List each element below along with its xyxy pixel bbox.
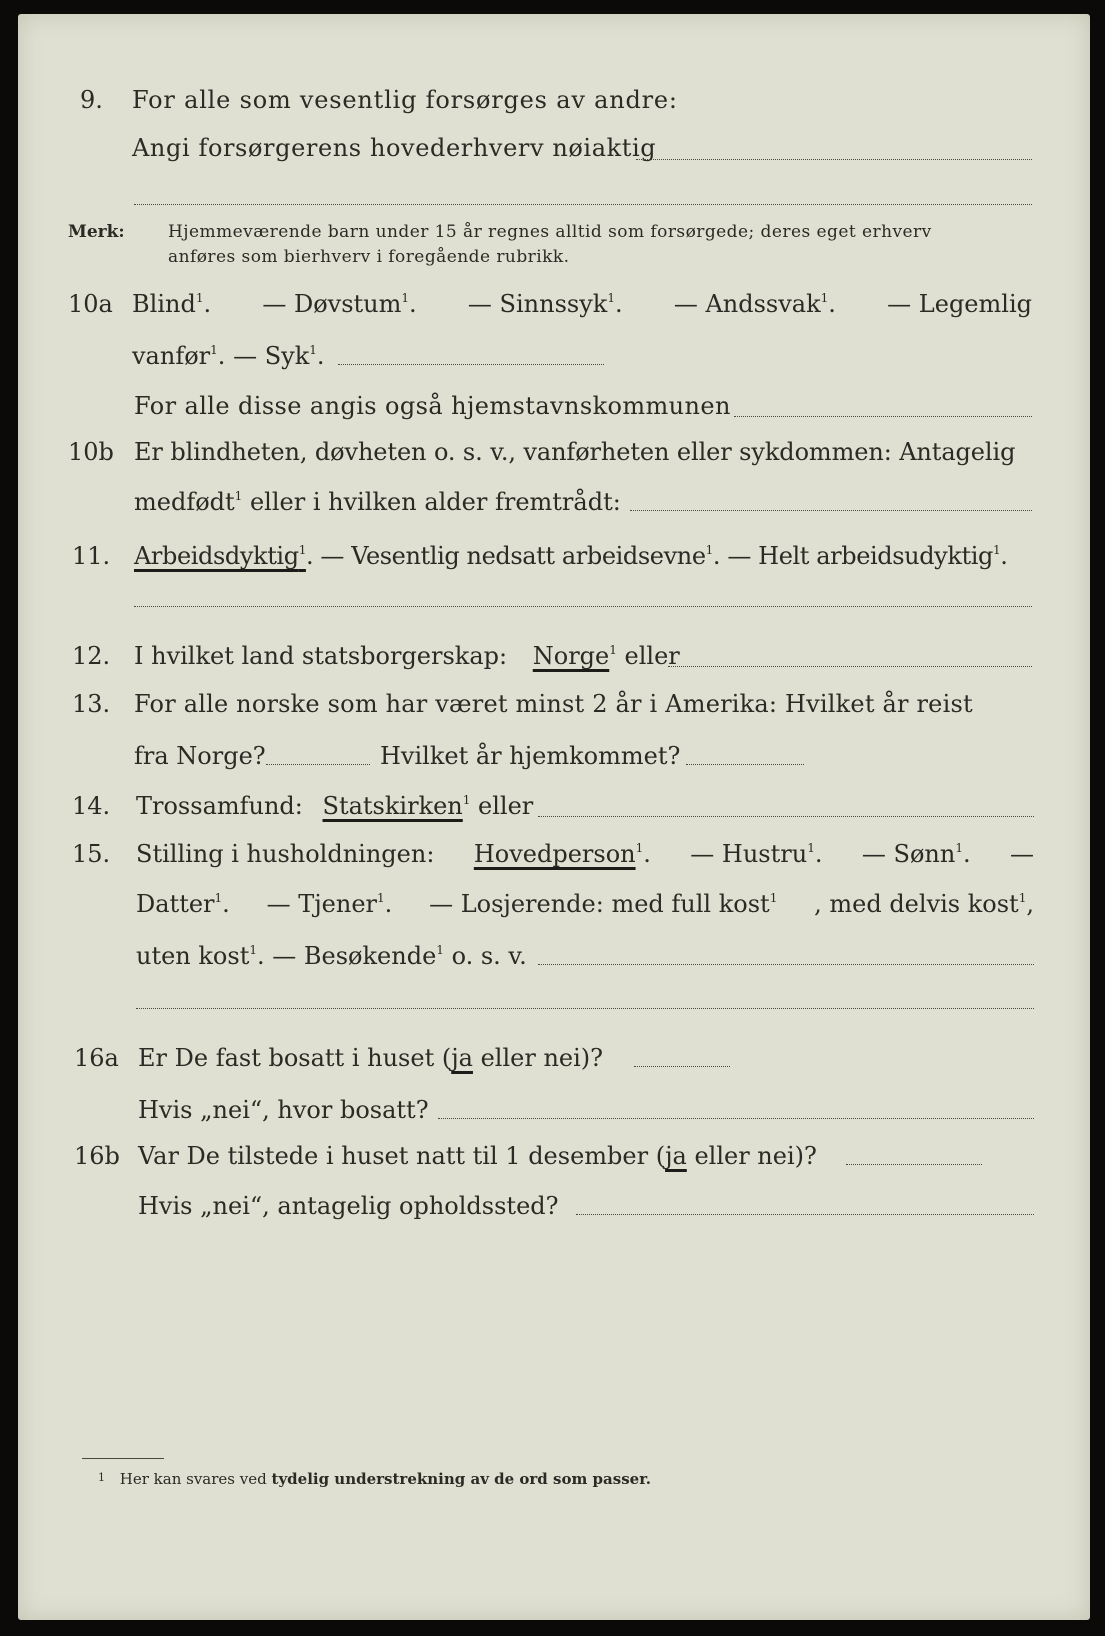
q15-number: 15. xyxy=(72,840,111,868)
q16a-answer-field[interactable] xyxy=(634,1066,730,1067)
merk-label: Merk: xyxy=(68,222,125,242)
q16a-number: 16a xyxy=(74,1044,119,1072)
option-hovedperson[interactable]: Hovedperson$^1$. xyxy=(473,840,651,868)
q10a-line3: For alle disse angis også hjemstavnskommunen xyxy=(134,392,731,420)
option-hustru[interactable]: — Hustru$^1$. xyxy=(690,840,823,868)
q14-eller: eller xyxy=(478,792,534,820)
option-legemlig[interactable]: — Legemlig xyxy=(887,290,1032,318)
q14-line: Trossamfund: Statskirken$^1$ eller xyxy=(136,792,534,820)
census-form-page xyxy=(18,14,1090,1620)
q13-hjemkommet-field[interactable] xyxy=(686,764,804,765)
option-norge[interactable]: Norge xyxy=(532,642,610,670)
q11-line: Arbeidsdyktig$^1$. — Vesentlig nedsatt arbeidsevne$^1$. — Helt arbeidsudyktig$^1$. xyxy=(134,542,1008,570)
footnote-text-a: Her kan svares ved xyxy=(119,1470,267,1488)
q16a-bosatt-field[interactable] xyxy=(438,1118,1034,1119)
option-16b-ja[interactable]: ja xyxy=(665,1142,687,1170)
option-delvis-kost[interactable]: , med delvis kost$^1$, xyxy=(814,890,1034,918)
q10b-line2 xyxy=(134,488,621,516)
q10a-line2 xyxy=(132,342,325,370)
merk-line2: anføres som bierhverv i foregående rubrikk. xyxy=(168,247,570,267)
q10b-alder-field[interactable] xyxy=(630,510,1032,511)
q10a-kommune-field[interactable] xyxy=(734,416,1032,417)
q10a-number: 10a xyxy=(68,290,113,318)
q11-extra-field[interactable] xyxy=(134,606,1032,607)
q13-line2a: fra Norge? xyxy=(134,742,266,770)
option-sonn[interactable]: — Sønn$^1$. xyxy=(861,840,971,868)
q15-line1 xyxy=(136,840,1034,868)
q10a-line1 xyxy=(132,290,1032,318)
option-andssvak[interactable]: — Andssvak$^1$. xyxy=(673,290,836,318)
q15-text: Stilling i husholdningen: xyxy=(136,840,435,868)
option-syk[interactable]: — Syk$^1$. xyxy=(233,342,325,370)
q9-answer-field[interactable] xyxy=(636,159,1032,160)
q12-number: 12. xyxy=(72,642,111,670)
q12-eller: eller xyxy=(624,642,680,670)
merk-line1: Hjemmeværende barn under 15 år regnes alltid som forsørgede; deres eget erhverv xyxy=(168,222,932,242)
q10b-line1: Er blindheten, døvheten o. s. v., vanførheten eller sykdommen: Antagelig xyxy=(134,438,1016,466)
option-tjener[interactable]: — Tjener$^1$. xyxy=(266,890,393,918)
option-statskirken[interactable]: Statskirken xyxy=(322,792,463,820)
footnote-mark: 1 xyxy=(98,1471,105,1484)
option-vanfor[interactable]: vanfør$^1$. xyxy=(132,342,226,370)
option-datter[interactable]: Datter$^1$. xyxy=(136,890,230,918)
q9-line1: For alle som vesentlig forsørges av andre: xyxy=(132,86,678,114)
option-sinnssyk[interactable]: — Sinnssyk$^1$. xyxy=(467,290,623,318)
option-blind[interactable]: Blind$^1$. xyxy=(132,290,212,318)
q15-osv: o. s. v. xyxy=(451,942,527,970)
q12-text: I hvilket land statsborgerskap: xyxy=(134,642,508,670)
option-besokende[interactable]: — Besøkende$^1$ xyxy=(272,942,444,970)
footnote-rule xyxy=(82,1458,164,1459)
q11-number: 11. xyxy=(72,542,111,570)
q13-number: 13. xyxy=(72,690,111,718)
q16b-line2: Hvis „nei“, antagelig opholdssted? xyxy=(138,1192,559,1220)
q16a-line2: Hvis „nei“, hvor bosatt? xyxy=(138,1096,429,1124)
option-arbeidsdyktig[interactable]: Arbeidsdyktig$^1$ xyxy=(134,542,306,570)
option-16a-ja[interactable]: ja xyxy=(451,1044,473,1072)
q16a-line1: Er De fast bosatt i huset (ja eller nei)? xyxy=(138,1044,604,1072)
q14-number: 14. xyxy=(72,792,111,820)
q13-line2b: Hvilket år hjemkommet? xyxy=(380,742,681,770)
q16b-number: 16b xyxy=(74,1142,120,1170)
q9-line2: Angi forsørgerens hovederhverv nøiaktig xyxy=(132,134,657,162)
footnote-text-b: tydelig understrekning av de ord som passer. xyxy=(271,1470,651,1488)
option-full-kost[interactable]: — Losjerende: med full kost$^1$ xyxy=(429,890,778,918)
q9-number: 9. xyxy=(80,86,103,114)
q9-answer-field-2[interactable] xyxy=(134,204,1032,205)
option-uten-kost[interactable]: uten kost$^1$. xyxy=(136,942,265,970)
option-dovstum[interactable]: — Døvstum$^1$. xyxy=(262,290,417,318)
q16b-opholdssted-field[interactable] xyxy=(576,1214,1034,1215)
q12-line: I hvilket land statsborgerskap: Norge$^1$ eller xyxy=(134,642,680,670)
q13-line1: For alle norske som har været minst 2 år i Amerika: Hvilket år reist xyxy=(134,690,973,718)
q16b-line1: Var De tilstede i huset natt til 1 desember (ja eller nei)? xyxy=(138,1142,817,1170)
q10b-number: 10b xyxy=(68,438,114,466)
option-nedsatt[interactable]: — Vesentlig nedsatt arbeidsevne$^1$. xyxy=(320,542,721,570)
q15-extra-field[interactable] xyxy=(136,1008,1034,1009)
q14-text: Trossamfund: xyxy=(136,792,303,820)
footnote xyxy=(98,1470,651,1488)
q15-line2 xyxy=(136,890,1034,918)
option-medfodt[interactable]: medfødt$^1$ xyxy=(134,488,243,516)
q15-dash: — xyxy=(1010,840,1034,868)
q15-answer-field[interactable] xyxy=(538,964,1034,965)
q15-line3 xyxy=(136,942,527,970)
q10b-alder-text: eller i hvilken alder fremtrådt: xyxy=(249,488,621,516)
q12-answer-field[interactable] xyxy=(668,666,1032,667)
q13-reist-field[interactable] xyxy=(266,764,370,765)
q14-answer-field[interactable] xyxy=(538,816,1034,817)
q10a-syk-field[interactable] xyxy=(338,364,604,365)
q16b-answer-field[interactable] xyxy=(846,1164,982,1165)
option-udyktig[interactable]: — Helt arbeidsudyktig$^1$. xyxy=(727,542,1008,570)
